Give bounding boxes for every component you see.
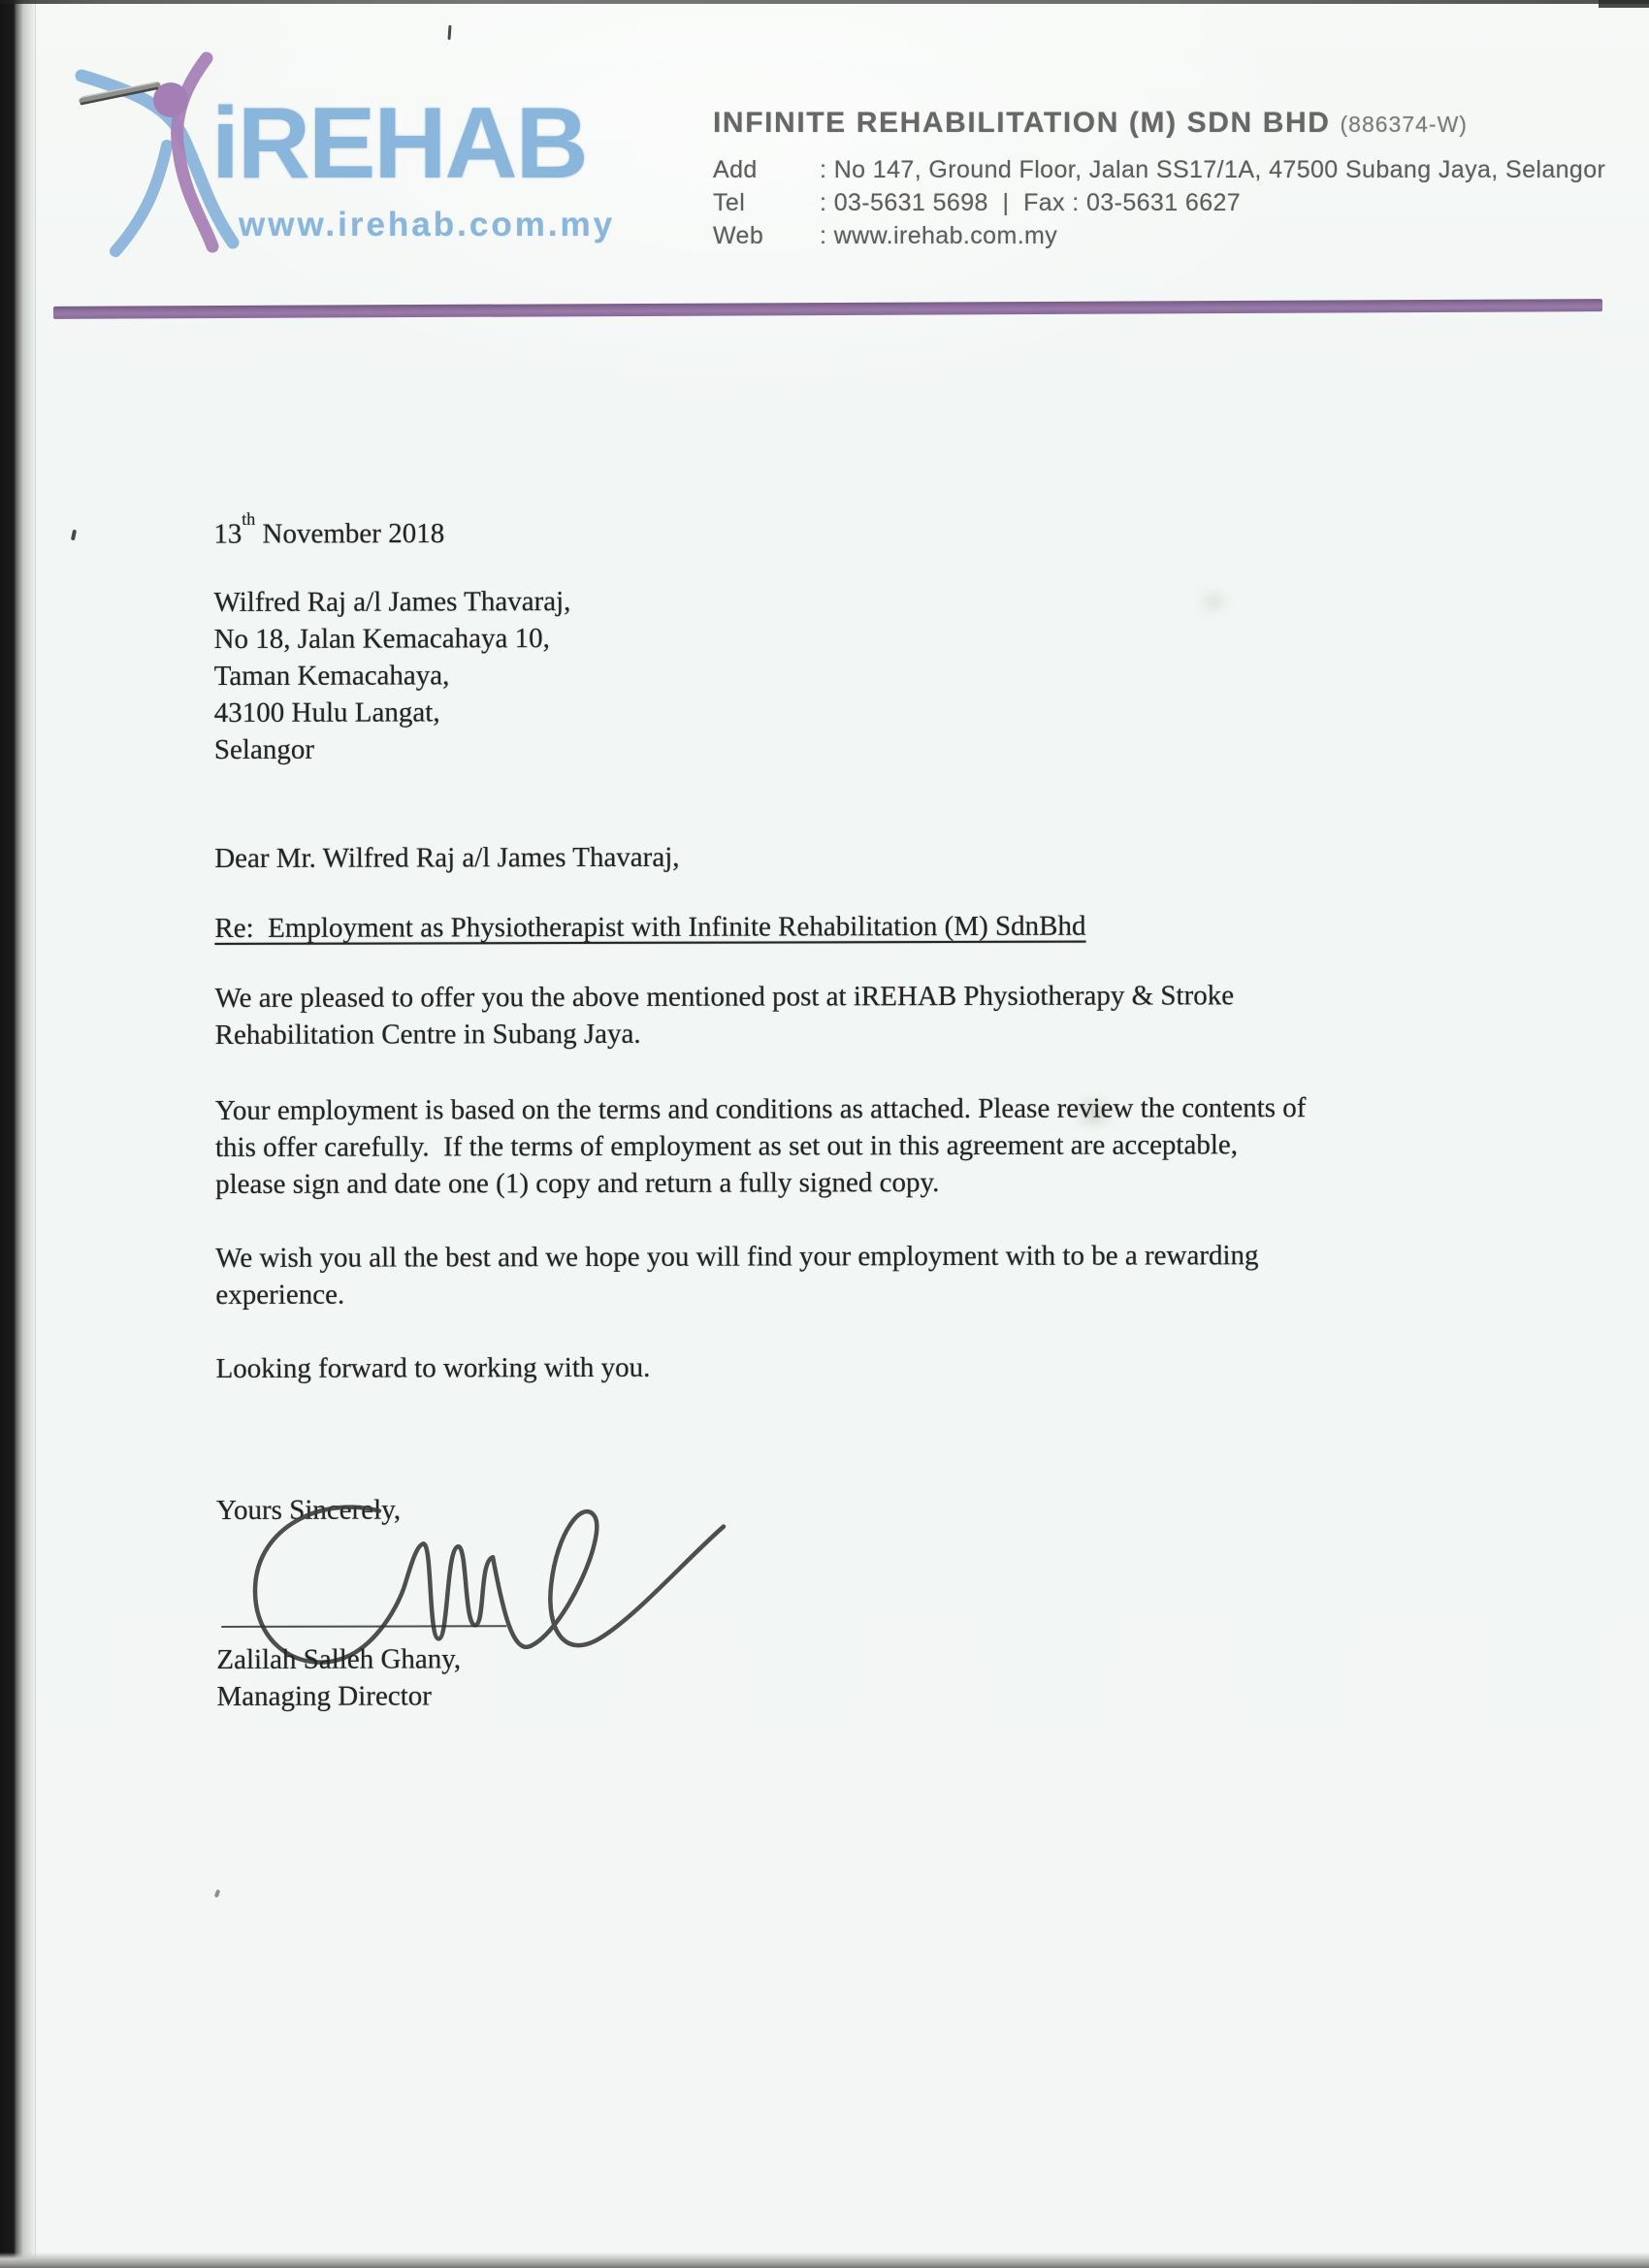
date-ordinal-suffix: th	[242, 508, 256, 529]
company-name: INFINITE REHABILITATION (M) SDN BHD	[713, 107, 1331, 139]
signer-name: Zalilah Salleh Ghany,	[216, 1643, 462, 1675]
salutation: Dear Mr. Wilfred Raj a/l James Thavaraj,	[214, 841, 680, 874]
subject-line: Re: Employment as Physiotherapist with Infinite Rehabilitation (M) SdnBhd	[214, 910, 1086, 944]
letter-date	[213, 507, 444, 552]
closing-line: Yours Sincerely,	[215, 1494, 402, 1526]
paragraph-offer: We are pleased to offer you the above mentioned post at iREHAB Physiotherapy & Stroke Rehabilitation Centre in Subang Jaya.	[214, 980, 1235, 1051]
contact-value: : www.irehab.com.my	[820, 222, 1058, 249]
company-registration-number: (886374-W)	[1340, 112, 1468, 137]
contact-value: : 03-5631 5698 | Fax : 03-5631 6627	[820, 189, 1242, 216]
signer-title: Managing Director	[216, 1680, 432, 1712]
date-day: 13	[213, 518, 242, 550]
contact-label: Add	[713, 156, 758, 183]
recipient-address: Wilfred Raj a/l James Thavaraj, No 18, Jalan Kemacahaya 10, Taman Kemacahaya, 43100 Hulu Langat, Selangor	[213, 586, 571, 765]
contact-label: Tel	[713, 189, 746, 216]
brand-website: www.irehab.com.my	[239, 206, 616, 243]
contact-value: : No 147, Ground Floor, Jalan SS17/1A, 47500 Subang Jaya, Selangor	[820, 156, 1606, 183]
brand-logo-text: iREHAB	[211, 87, 587, 200]
paragraph-terms: Your employment is based on the terms and conditions as attached. Please review the contents of this offer carefully. If the terms of employment as set out in this agreement are acceptable, please sign and date one (1) copy and return a fully signed copy.	[214, 1092, 1307, 1200]
paragraph-lookingforward: Looking forward to working with you.	[215, 1351, 651, 1384]
paragraph-wishes: We wish you all the best and we hope you will find your employment with to be a rewarding experience.	[215, 1240, 1259, 1311]
date-month-year: November 2018	[255, 518, 445, 550]
contact-label: Web	[713, 222, 764, 249]
